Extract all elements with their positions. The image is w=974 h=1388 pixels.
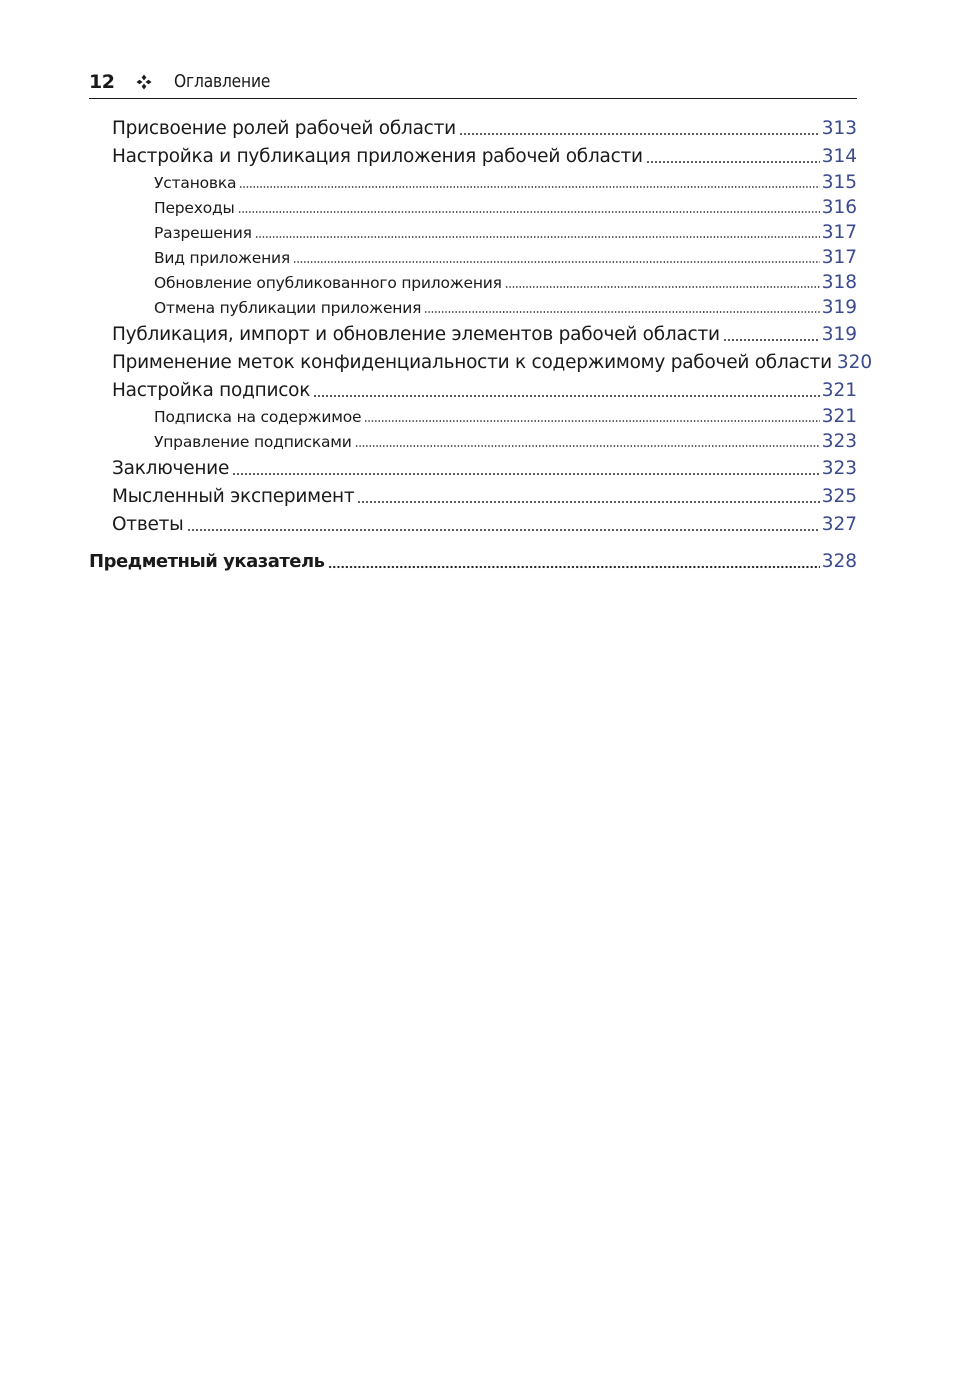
toc-entry-page: 317 [821,222,857,243]
toc-entry-page: 314 [821,146,857,167]
toc-leader-dots [459,132,820,136]
toc-subentry[interactable] [154,429,857,454]
toc-entry-page: 323 [821,458,857,479]
toc-entry-title: Мысленный эксперимент [112,486,355,507]
toc-entry-page: 321 [821,380,857,401]
toc-entry-title: Отмена публикации приложения [154,299,422,317]
header-title: Оглавление [174,71,271,92]
toc-entry-title: Настройка и публикация приложения рабочей области [112,146,643,167]
toc-entry[interactable] [112,455,857,483]
toc-leader-dots [293,260,820,264]
toc-entry-page: 319 [821,297,857,318]
toc-entry-page: 327 [821,514,857,535]
toc-entry-page: 320 [836,352,873,373]
toc-subentry[interactable] [154,270,857,295]
toc-entry-title: Разрешения [154,224,252,242]
toc-entry-title: Применение меток конфиденциальности к содержимому рабочей области [112,352,832,373]
toc-entry-page: 313 [821,118,857,139]
toc-subentry[interactable] [154,195,857,220]
toc-subentry[interactable] [154,245,857,270]
running-header [89,70,857,99]
toc-leader-dots [424,310,819,314]
four-diamond-ornament-icon [136,74,152,90]
toc-entry-page: 325 [821,486,857,507]
toc-entry-title: Вид приложения [154,249,291,267]
toc-leader-dots [239,185,819,189]
toc-leader-dots [723,338,820,342]
toc-subentry[interactable] [154,170,857,195]
toc-leader-dots [505,285,820,289]
toc-leader-dots [328,565,820,569]
toc-entry-page: 323 [821,431,857,452]
toc-entry-title: Переходы [154,199,235,217]
toc-leader-dots [355,444,820,448]
toc-leader-dots [187,528,820,532]
toc-leader-dots [646,160,820,164]
toc-entry[interactable] [112,349,873,377]
toc-entry-page: 321 [821,406,857,427]
toc-leader-dots [238,210,820,214]
toc-entry-title: Управление подписками [154,433,352,451]
toc-subentry[interactable] [154,295,857,320]
toc-entry[interactable] [112,321,857,349]
toc-entry-page: 317 [821,247,857,268]
toc-leader-dots [364,419,819,423]
toc-entry[interactable] [112,143,857,171]
toc-leader-dots [313,394,820,398]
toc-entry-title: Присвоение ролей рабочей области [112,118,456,139]
toc-entry[interactable] [112,377,857,405]
toc-entry-title: Публикация, импорт и обновление элементов рабочей области [112,324,720,345]
toc-leader-dots [255,235,820,239]
toc-entry-title: Подписка на содержимое [154,408,362,426]
toc-entry-title: Ответы [112,514,184,535]
toc-leader-dots [232,472,820,476]
toc-entry-page: 315 [821,172,857,193]
toc-entry-page: 328 [821,551,857,572]
toc-entry[interactable] [112,115,857,143]
toc-subentry[interactable] [154,404,857,429]
toc-entry-title: Установка [154,174,237,192]
toc-chapter-entry[interactable] [89,548,857,576]
toc-entry[interactable] [112,483,857,511]
page-number: 12 [89,71,115,93]
toc-entry-title: Настройка подписок [112,380,311,401]
toc-entry[interactable] [112,511,857,539]
toc-subentry[interactable] [154,220,857,245]
toc-entry-title: Обновление опубликованного приложения [154,274,502,292]
toc-entry-title: Заключение [112,458,230,479]
toc-leader-dots [357,500,819,504]
toc-entry-title: Предметный указатель [89,551,325,572]
toc-entry-page: 318 [821,272,857,293]
toc-entry-page: 316 [821,197,857,218]
toc-entry-page: 319 [821,324,857,345]
